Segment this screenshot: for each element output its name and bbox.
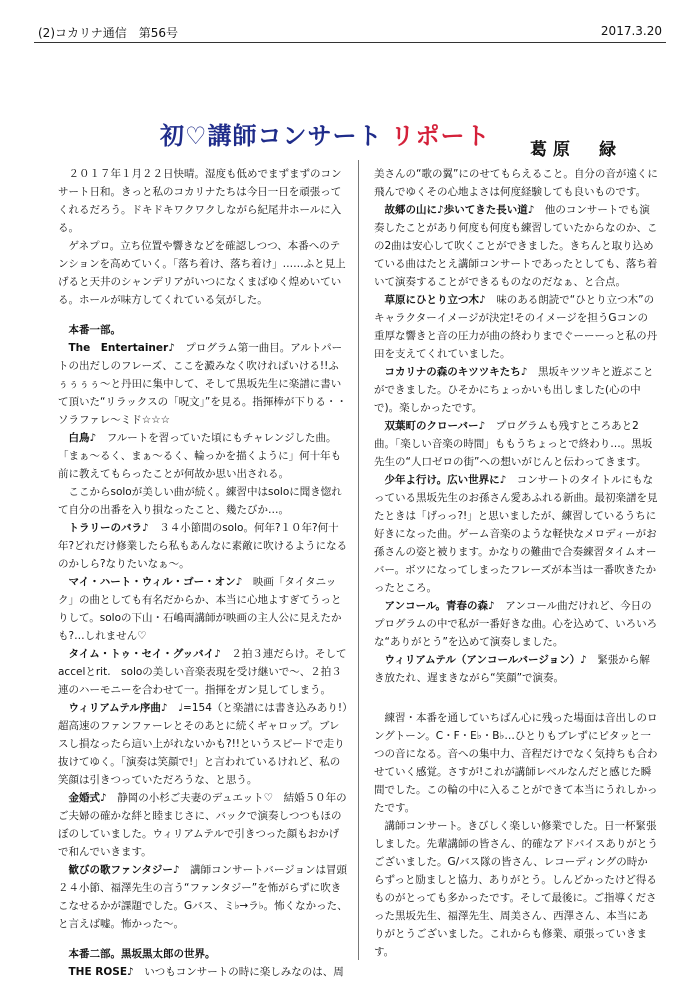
- song-body: ３４小節間のsolo。何年?１０年?何十年?どれだけ修業したら私もあんなに素敵に吹けるようになるのかしら?なりたいなぁ〜。: [58, 522, 348, 570]
- song-title: 少年よ行け。広い世界に♪: [384, 474, 507, 486]
- encore-paragraph: [374, 597, 658, 651]
- kusahara-paragraph: [374, 291, 658, 363]
- song-title: ウィリアムテル（アンコールバージョン）♪: [384, 654, 587, 666]
- newsletter-issue: (2)コカリナ通信 第56号: [38, 26, 179, 40]
- song-title: 故郷の山に♪歩いてきた長い道♪: [384, 204, 535, 216]
- fantasy-paragraph: [58, 861, 348, 933]
- kokyo-paragraph: [374, 201, 658, 291]
- timetosay-paragraph: [58, 645, 348, 699]
- spacer: [58, 309, 348, 321]
- song-body: 映画「タイタニック」の曲としても有名だからか、本当に心地よすぎてうっとりして。soloの下山・石嶋両講師が映画の主人公に見えたかも?…しれません♡: [58, 576, 342, 642]
- song-body: ２拍３連だらけ。そしてaccelとrit. soloの美しい音楽表現を受け継いで〜、２拍３連のハーモニーを合わせて一。指揮をガン見してしまう。: [58, 648, 347, 696]
- myheart-paragraph: [58, 573, 348, 645]
- kitsutsuki-paragraph: [374, 363, 658, 417]
- page-header: [34, 22, 666, 43]
- song-body: コンサートのタイトルにもなっている黒坂先生のお孫さん愛あふれる新曲。最初楽譜を見たときは「げっっ?!」と思いましたが、練習しているうちに好きになった曲。ゲーム音楽のような軽快なメロディーがお孫さんの姿と被ります。かなりの難曲で合奏練習タイムオーバー。ボツになってしまったフレーズが本当は一番吹きたかったところ。: [374, 474, 658, 594]
- clover-paragraph: [374, 417, 658, 471]
- song-body: 黒坂キツツキと遊ぶことができました。ひそかにちょっかいも出しました(心の中で)。楽しかったです。: [374, 366, 654, 414]
- column-divider: [358, 160, 359, 960]
- rose-continued: 美さんの“歌の翼”にのせてもらえること。自分の音が遠くに飛んでゆくその心地よさは何度経験しても良いものです。: [374, 168, 658, 198]
- trolley-paragraph: [58, 519, 348, 573]
- song-title: マイ・ハート・ウィル・ゴー・オン♪: [68, 576, 243, 588]
- song-body: 緊張から解き放たれ、遅まきながら“笑顔”で演奏。: [374, 654, 650, 684]
- william-paragraph: [58, 699, 348, 789]
- part2-heading: 本番二部。黒坂黒太郎の世界。: [68, 948, 216, 960]
- left-column: [58, 165, 348, 981]
- intro-paragraph: ２０１７年１月２２日快晴。湿度も低めでまずまずのコンサート日和。きっと私のコカリナたちは今日一日を頑張ってくれるだろう。ドキドキワクワクしながら紀尾井ホールに入る。: [58, 168, 342, 234]
- song-body: フルートを習っていた頃にもチャレンジした曲。「まぁ〜るく、まぁ〜るく、輪っかを描くように」何十年も前に教えてもらったことが何故か思い出される。: [58, 432, 342, 480]
- song-body: 講師コンサートバージョンは冒頭２４小節、福澤先生の言う“ファンタジー”を怖がらずに吹きこなせるかが課題でした。Gバス、ミ♭→ラ♭。怖くなかった、と言えば嘘。怖かった〜。: [58, 864, 348, 930]
- song-body: いつもコンサートの時に楽しみなのは、周: [144, 966, 344, 978]
- hakucho-paragraph: [58, 429, 348, 483]
- shonen-paragraph: [374, 471, 658, 597]
- song-title: アンコール。青春の森♪: [384, 600, 495, 612]
- title-main: 初♡講師コンサート: [160, 121, 383, 150]
- song-title: 草原にひとり立つ木♪: [384, 294, 486, 306]
- spacer: [58, 933, 348, 945]
- song-title: タイム・トゥ・セイ・グッバイ♪: [68, 648, 221, 660]
- song-title: 双葉町のクローバー♪: [384, 420, 486, 432]
- spacer: [374, 687, 658, 709]
- title-report: リポート: [390, 121, 491, 150]
- genepuro-paragraph: ゲネプロ。立ち位置や響きなどを確認しつつ、本番へのテンションを高めていく。「落ち着け、落ち着け」……ふと見上げると天井のシャンデリアがいつになくまばゆく煌めいている。ホールが味方してくれている気がした。: [58, 240, 346, 306]
- song-body: プログラムも残すところあと2曲。「楽しい音楽の時間」ももうちょっとで終わり…。黒坂先生の“人口ゼロの街”への想いがじんと伝わってきます。: [374, 420, 653, 468]
- rose-paragraph: [58, 963, 348, 981]
- song-body: 味のある朗読で“ひとり立つ木”のキャラクターイメージが決定!そのイメージを担うGコンの重厚な響きと音の圧力が曲の終わりまでぐーーーっと私の丹田を支えてくれていました。: [374, 294, 658, 360]
- song-title: コカリナの森のキツツキたち♪: [384, 366, 528, 378]
- song-body: プログラム第一曲目。アルトパートの出だしのフレーズ、ここを澱みなく吹ければいける!!ふぅぅぅぅ〜と丹田に集中して、そして黒坂先生に楽譜に書いて頂いた“リラックスの「呪文」”を見る。指揮棒が下りる・・ソラファレ〜ミド☆☆☆: [58, 342, 347, 426]
- right-column: [374, 165, 658, 961]
- closing-paragraph: 講師コンサート。きびしく楽しい修業でした。日一杯緊張しました。先輩講師の皆さん、的確なアドバイスありがとうございました。G/バス隊の皆さん、レコーディングの時からずっと励ましと協力、ありがとう。しんどかったけど得るものがとっても多かったです。そして最後に。ご指導くださった黒坂先生、福澤先生、周美さん、西澤さん、本当にありがとうございました。これからも修業、頑張っていきます。: [374, 820, 658, 958]
- song-title: The Entertainer♪: [68, 342, 175, 354]
- article-title: [160, 116, 491, 151]
- song-body: アンコール曲だけれど、今日のプログラムの中で私が一番好きな曲。心を込めて、いろいろな“ありがとう”を込めて演奏しました。: [374, 600, 658, 648]
- william-encore-paragraph: [374, 651, 658, 687]
- kinkon-paragraph: [58, 789, 348, 861]
- issue-date: 2017.3.20: [600, 24, 662, 38]
- song-body: 静岡の小杉ご夫妻のデュエット♡ 結婚５０年のご夫婦の確かな絆と睦まじさに、バックで演奏しつつもほのぼのしていました。ウィリアムテルで引きつった顔もおかげで和んでいきます。: [58, 792, 347, 858]
- song-body: ♩=154（と楽譜には書き込みあり!）超高速のファンファーレとそのあとに続くギャロップ。ブレスし損なったら這い上がれないかも?!!というスピードで走り抜けてゆく。「演奏は笑顔で!」と言われているけれど、私の笑顔は引きつっていただろうな、と思う。: [58, 702, 348, 786]
- song-title: 金婚式♪: [68, 792, 107, 804]
- entertainer-paragraph: [58, 339, 348, 429]
- song-title: 白鳥♪: [68, 432, 97, 444]
- song-title: THE ROSE♪: [68, 966, 134, 978]
- part1-heading: 本番一部。: [68, 324, 121, 336]
- song-body: 他のコンサートでも演奏したことがあり何度も何度も練習していたからなのか、この2曲は安心して吹くことができました。きちんと取り込めている曲はたとえ講師コンサートであったとしても、落ち着いて演奏することができるものなのだなぁ、と合点。: [374, 204, 658, 288]
- song-title: トラリーのバラ♪: [68, 522, 149, 534]
- author-name: 葛原 緑: [530, 140, 622, 160]
- song-title: 歓びの歌ファンタジー♪: [68, 864, 180, 876]
- solo-paragraph: ここからsoloが美しい曲が続く。練習中はsoloに聞き惚れて自分の出番を入り損なったこと、幾たびか…。: [58, 486, 342, 516]
- song-title: ウィリアムテル序曲♪: [68, 702, 168, 714]
- reflection-paragraph: 練習・本番を通していちばん心に残った場面は音出しのロングトーン。C・F・E♭・B♭…ひとりもブレずにピタッと一つの音になる。音への集中力、音程だけでなく気持ちも合わせていく感覚。さすが!これが講師レベルなんだと感じた瞬間でした。この輪の中に入ることができて本当にうれしかったです。: [374, 712, 658, 814]
